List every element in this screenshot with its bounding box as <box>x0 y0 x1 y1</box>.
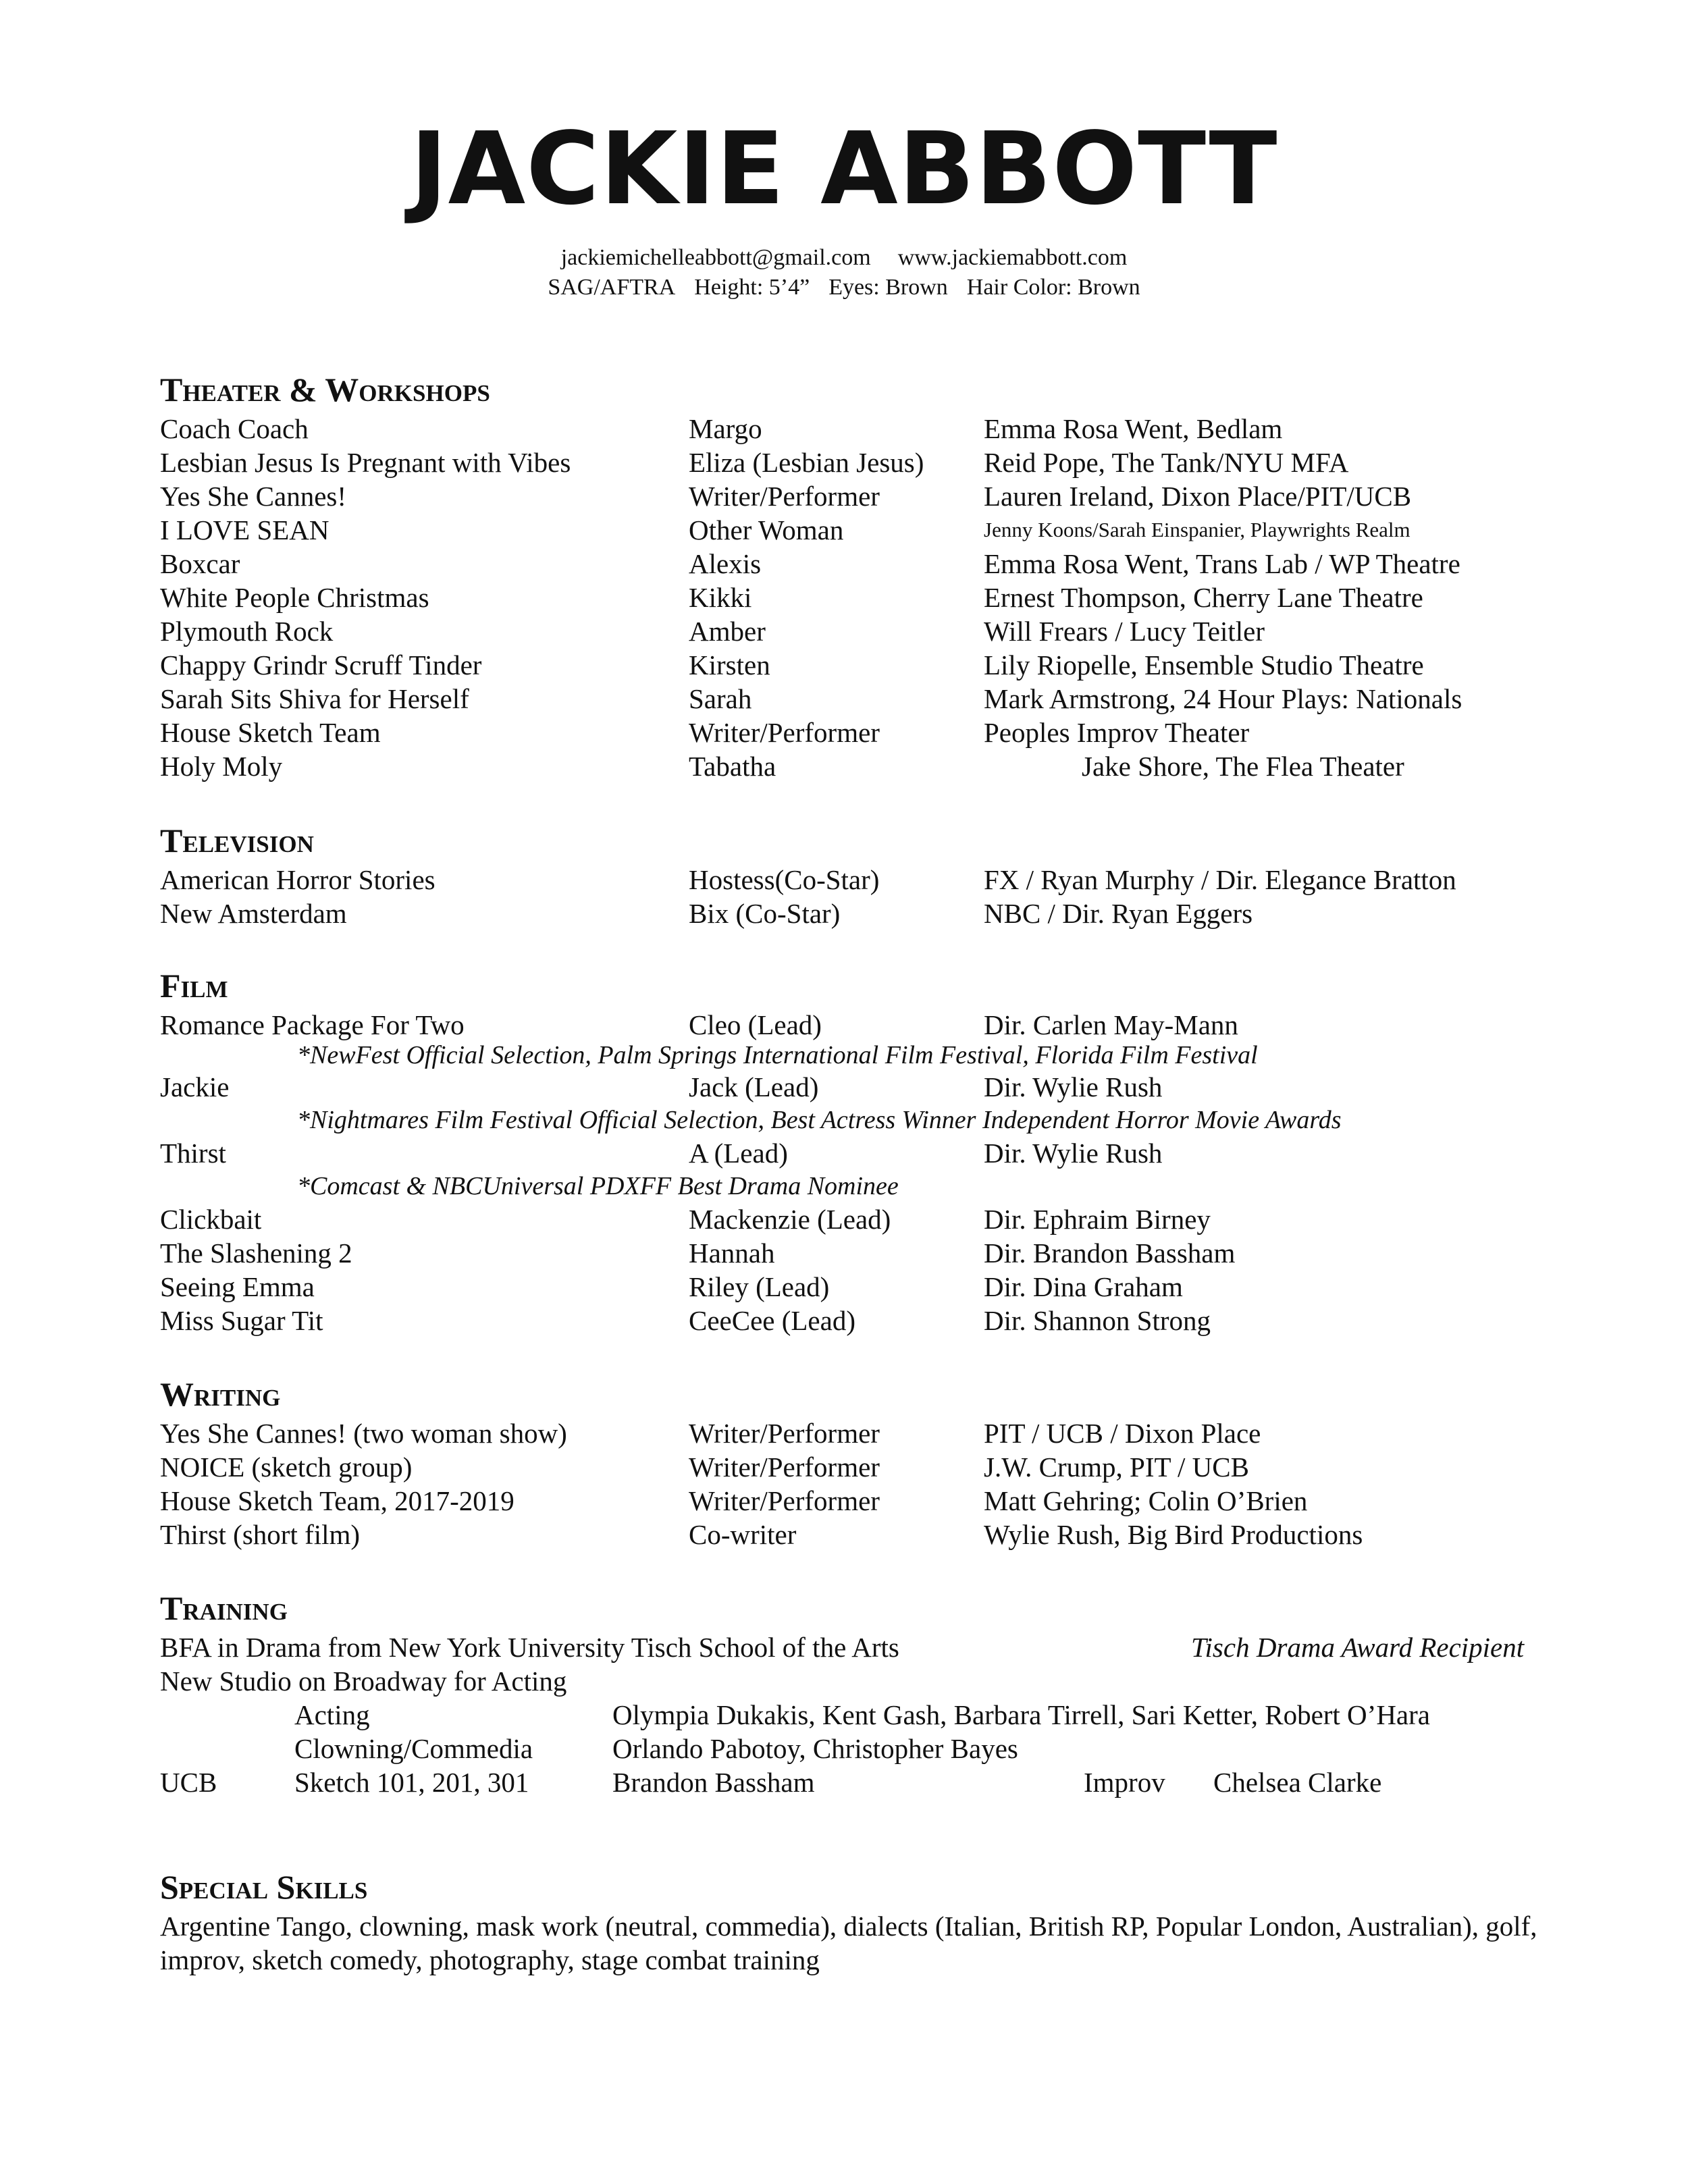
credit-role: Writer/Performer <box>689 717 880 748</box>
credit-row <box>0 682 1688 716</box>
section-heading-film: Film <box>160 967 228 1005</box>
credit-title: New Amsterdam <box>160 898 347 929</box>
actor-name: JACKIE ABBOTT <box>410 111 1278 227</box>
credit-title: Plymouth Rock <box>160 616 334 647</box>
credit-row <box>0 446 1688 479</box>
credit-company: Dir. Shannon Strong <box>984 1305 1211 1336</box>
credit-row <box>0 581 1688 614</box>
training-row <box>0 1630 1688 1664</box>
credit-row <box>0 1070 1688 1104</box>
credit-role: Mackenzie (Lead) <box>689 1204 891 1235</box>
credit-row <box>0 513 1688 547</box>
training-row <box>0 1664 1688 1698</box>
section-heading-television: Television <box>160 822 314 859</box>
credit-role: Tabatha <box>689 751 776 782</box>
credit-title: Jackie <box>160 1071 230 1102</box>
credit-title: Seeing Emma <box>160 1271 315 1302</box>
award: Tisch Drama Award Recipient <box>1191 1632 1525 1663</box>
credit-row <box>0 614 1688 648</box>
section-heading-training: Training <box>160 1589 288 1627</box>
credit-title: NOICE (sketch group) <box>160 1451 413 1483</box>
credit-row <box>0 863 1688 897</box>
credit-row <box>0 716 1688 749</box>
credit-title: Yes She Cannes! <box>160 481 347 512</box>
credit-company: Will Frears / Lucy Teitler <box>984 616 1265 647</box>
credit-row <box>0 1450 1688 1484</box>
union: SAG/AFTRA <box>548 275 676 300</box>
credit-title: Romance Package For Two <box>160 1009 465 1040</box>
credit-company: Lauren Ireland, Dixon Place/PIT/UCB <box>984 481 1412 512</box>
credit-company: Lily Riopelle, Ensemble Studio Theatre <box>984 649 1424 681</box>
training-teachers: Chelsea Clarke <box>1213 1767 1382 1798</box>
credit-title: Lesbian Jesus Is Pregnant with Vibes <box>160 447 571 478</box>
credit-company: Mark Armstrong, 24 Hour Plays: Nationals <box>984 683 1462 714</box>
film-note: *Nightmares Film Festival Official Selection, Best Actress Winner Independent Horror Movie Awards <box>297 1106 1342 1134</box>
credit-title: Thirst (short film) <box>160 1519 361 1550</box>
credit-role: Writer/Performer <box>689 1418 880 1449</box>
credit-row <box>0 1236 1688 1270</box>
film-note: *NewFest Official Selection, Palm Springs International Film Festival, Florida Film Festival <box>297 1041 1258 1069</box>
credit-role: Hannah <box>689 1237 775 1269</box>
credit-role: Cleo (Lead) <box>689 1009 822 1040</box>
credit-company: Wylie Rush, Big Bird Productions <box>984 1519 1363 1550</box>
credit-role: A (Lead) <box>689 1138 788 1169</box>
credit-role: Kikki <box>689 582 752 613</box>
hair: Hair Color: Brown <box>966 275 1140 300</box>
credit-row <box>0 1008 1688 1042</box>
credit-row <box>0 1304 1688 1337</box>
training-teachers: Brandon Bassham <box>612 1767 815 1798</box>
credit-row <box>0 1416 1688 1450</box>
training-subject: Improv <box>1084 1767 1165 1798</box>
credit-row <box>0 479 1688 513</box>
credit-company: Dir. Wylie Rush <box>984 1138 1163 1169</box>
credit-role: Kirsten <box>689 649 770 681</box>
credit-company: Matt Gehring; Colin O’Brien <box>984 1485 1308 1516</box>
credit-company: NBC / Dir. Ryan Eggers <box>984 898 1253 929</box>
credit-company: PIT / UCB / Dixon Place <box>984 1418 1261 1449</box>
credit-title: I LOVE SEAN <box>160 514 329 545</box>
credit-title: Clickbait <box>160 1204 262 1235</box>
website[interactable]: www.jackiemabbott.com <box>897 245 1128 270</box>
credit-role: Writer/Performer <box>689 1451 880 1483</box>
training-subject: Sketch 101, 201, 301 <box>294 1767 529 1798</box>
training-row <box>0 1732 1688 1765</box>
training-school: UCB <box>160 1767 217 1798</box>
credit-row <box>0 1136 1688 1170</box>
credit-company: Jake Shore, The Flea Theater <box>1082 751 1404 782</box>
credit-role: Jack (Lead) <box>689 1071 819 1102</box>
training-teachers: Olympia Dukakis, Kent Gash, Barbara Tirrell, Sari Ketter, Robert O’Hara <box>612 1699 1430 1730</box>
credit-role: Amber <box>689 616 766 647</box>
credit-title: Yes She Cannes! (two woman show) <box>160 1418 567 1449</box>
credit-role: Writer/Performer <box>689 1485 880 1516</box>
degree: BFA in Drama from New York University Tisch School of the Arts <box>160 1632 899 1663</box>
credit-row <box>0 1270 1688 1304</box>
section-heading-theater: Theater & Workshops <box>160 371 490 408</box>
credit-company: Dir. Wylie Rush <box>984 1071 1163 1102</box>
email[interactable]: jackiemichelleabbott@gmail.com <box>560 245 871 270</box>
credit-role: Co-writer <box>689 1519 797 1550</box>
credit-row <box>0 1484 1688 1518</box>
credit-role: Alexis <box>689 548 762 579</box>
section-heading-writing: Writing <box>160 1375 281 1413</box>
credit-role: Eliza (Lesbian Jesus) <box>689 447 924 478</box>
credit-title: Boxcar <box>160 548 240 579</box>
credit-role: Bix (Co-Star) <box>689 898 841 929</box>
studio: New Studio on Broadway for Acting <box>160 1666 567 1697</box>
credit-row <box>0 1202 1688 1236</box>
credit-row <box>0 749 1688 783</box>
skills-text: Argentine Tango, clowning, mask work (neutral, commedia), dialects (Italian, British RP, Popular London, Australian), golf, improv, sketch comedy, photography, stage combat training <box>160 1911 1537 1975</box>
contact-line <box>0 243 1688 273</box>
credit-company: Dir. Ephraim Birney <box>984 1204 1211 1235</box>
section-heading-skills: Special Skills <box>160 1868 368 1906</box>
credit-company: Emma Rosa Went, Trans Lab / WP Theatre <box>984 548 1460 579</box>
film-note: *Comcast & NBCUniversal PDXFF Best Drama Nominee <box>297 1172 899 1200</box>
credit-row <box>0 412 1688 446</box>
credit-row <box>0 547 1688 581</box>
credit-title: The Slashening 2 <box>160 1237 352 1269</box>
height: Height: 5’4” <box>694 275 810 300</box>
credit-role: Writer/Performer <box>689 481 880 512</box>
credit-role: Riley (Lead) <box>689 1271 830 1302</box>
credit-role: Sarah <box>689 683 752 714</box>
credit-role: Other Woman <box>689 514 844 545</box>
training-row <box>0 1698 1688 1732</box>
training-subject: Acting <box>294 1699 370 1730</box>
credit-title: Coach Coach <box>160 413 309 444</box>
credit-title: Holy Moly <box>160 751 283 782</box>
credit-title: House Sketch Team <box>160 717 381 748</box>
credit-row <box>0 897 1688 930</box>
credit-title: Chappy Grindr Scruff Tinder <box>160 649 482 681</box>
credit-row <box>0 648 1688 682</box>
credit-title: Sarah Sits Shiva for Herself <box>160 683 469 714</box>
credit-company: Dir. Dina Graham <box>984 1271 1183 1302</box>
credit-title: Thirst <box>160 1138 226 1169</box>
credit-row <box>0 1518 1688 1551</box>
credit-title: White People Christmas <box>160 582 429 613</box>
credit-company: Dir. Brandon Bassham <box>984 1237 1236 1269</box>
credit-title: American Horror Stories <box>160 864 436 895</box>
credit-company: J.W. Crump, PIT / UCB <box>984 1451 1249 1483</box>
training-teachers: Orlando Pabotoy, Christopher Bayes <box>612 1733 1018 1764</box>
credit-company: Reid Pope, The Tank/NYU MFA <box>984 447 1349 478</box>
credit-title: Miss Sugar Tit <box>160 1305 323 1336</box>
training-row <box>0 1765 1688 1799</box>
credit-company: Dir. Carlen May-Mann <box>984 1009 1238 1040</box>
credit-role: Hostess(Co-Star) <box>689 864 880 895</box>
credit-title: House Sketch Team, 2017-2019 <box>160 1485 515 1516</box>
training-subject: Clowning/Commedia <box>294 1733 533 1764</box>
stats-line <box>0 273 1688 302</box>
credit-company: Emma Rosa Went, Bedlam <box>984 413 1283 444</box>
credit-company: FX / Ryan Murphy / Dir. Elegance Bratton <box>984 864 1456 895</box>
credit-company: Jenny Koons/Sarah Einspanier, Playwrights Realm <box>984 518 1410 541</box>
credit-company: Peoples Improv Theater <box>984 717 1250 748</box>
credit-role: Margo <box>689 413 762 444</box>
credit-role: CeeCee (Lead) <box>689 1305 855 1336</box>
eyes: Eyes: Brown <box>828 275 948 300</box>
credit-company: Ernest Thompson, Cherry Lane Theatre <box>984 582 1423 613</box>
